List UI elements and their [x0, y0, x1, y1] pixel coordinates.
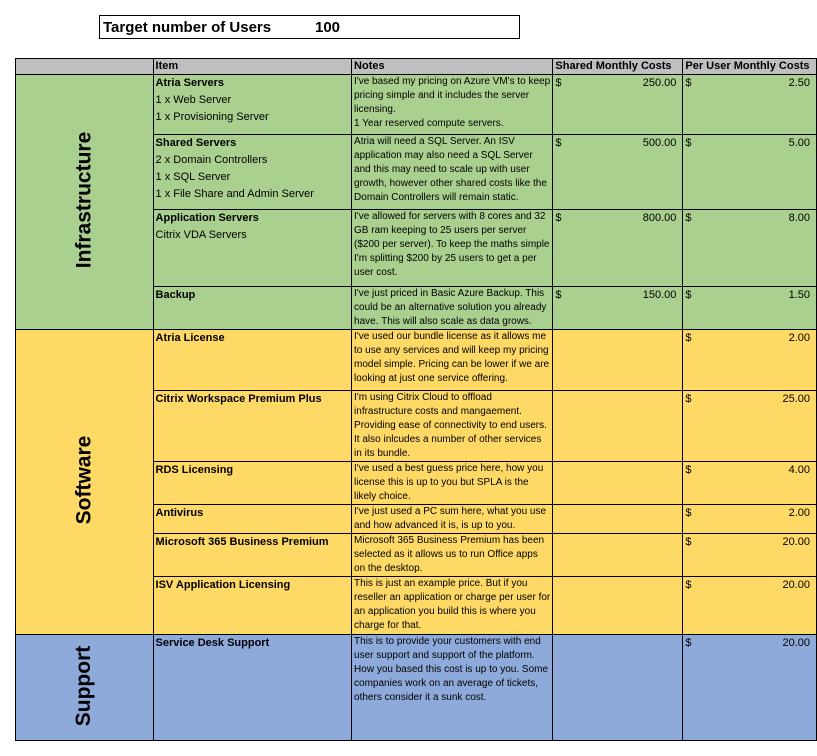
header-shared: Shared Monthly Costs [553, 59, 683, 75]
currency-symbol: $ [685, 536, 692, 548]
currency-symbol: $ [685, 464, 692, 476]
category-support [16, 635, 154, 741]
item-detail: 1 x File Share and Admin Server [155, 188, 314, 200]
currency-symbol: $ [555, 212, 562, 224]
item-title: Citrix Workspace Premium Plus [155, 393, 322, 405]
notes-text: I've used a best guess price here, how you license this is up to you but SPLA is the likely choice. [354, 463, 544, 502]
notes-cell[interactable] [352, 534, 553, 577]
currency-symbol: $ [685, 289, 692, 301]
notes-cell[interactable] [352, 391, 553, 462]
shared-cost-cell[interactable] [553, 635, 683, 741]
item-title: Shared Servers [155, 137, 237, 149]
target-users-box [99, 15, 520, 39]
currency-symbol: $ [685, 332, 692, 344]
item-title: Service Desk Support [155, 637, 270, 649]
shared-cost-cell[interactable] [553, 462, 683, 505]
per-user-cost-cell[interactable] [683, 287, 817, 330]
item-cell[interactable] [153, 287, 352, 330]
shared-cost-cell[interactable] [553, 330, 683, 391]
currency-symbol: $ [685, 393, 692, 405]
per-user-cost-cell[interactable] [683, 210, 817, 287]
table-row [16, 75, 817, 135]
amount: 150.00 [642, 289, 677, 301]
item-cell[interactable] [153, 330, 352, 391]
amount: 5.00 [788, 137, 810, 149]
item-detail: 1 x Provisioning Server [155, 111, 269, 123]
amount: 2.00 [788, 332, 810, 344]
item-detail: 1 x SQL Server [155, 171, 231, 183]
header-notes: Notes [352, 59, 553, 75]
notes-cell[interactable] [352, 210, 553, 287]
per-user-cost-cell[interactable] [683, 391, 817, 462]
notes-cell[interactable] [352, 505, 553, 534]
shared-cost-cell[interactable] [553, 75, 683, 135]
currency-symbol: $ [685, 507, 692, 519]
table-row [16, 330, 817, 391]
notes-text: I've allowed for servers with 8 cores and 32 GB ram keeping to 25 users per server ($200 per server). To keep the maths simple I'm splitting $200 by 25 users to get a per user cost. [354, 211, 550, 278]
per-user-cost-cell[interactable] [683, 577, 817, 635]
amount: 20.00 [782, 637, 810, 649]
per-user-cost-cell[interactable] [683, 75, 817, 135]
money-value [685, 462, 814, 479]
amount: 800.00 [642, 212, 677, 224]
item-detail: 2 x Domain Controllers [155, 154, 268, 166]
target-users-label: Target number of Users [103, 18, 272, 36]
per-user-cost-cell[interactable] [683, 330, 817, 391]
amount: 8.00 [788, 212, 810, 224]
header-item: Item [153, 59, 352, 75]
category-label: Support [72, 645, 96, 726]
currency-symbol: $ [685, 579, 692, 591]
shared-cost-cell[interactable] [553, 534, 683, 577]
amount: 2.00 [788, 507, 810, 519]
currency-symbol: $ [555, 77, 562, 89]
item-title: Antivirus [155, 507, 204, 519]
notes-cell[interactable] [352, 135, 553, 210]
notes-text: Microsoft 365 Business Premium has been selected as it allows us to run Office apps on the desktop. [354, 535, 545, 574]
amount: 25.00 [782, 393, 810, 405]
category-label: Software [72, 435, 96, 525]
shared-cost-cell[interactable] [553, 391, 683, 462]
notes-text: Atria will need a SQL Server. An ISV application may also need a SQL Server and this may need to scale up with user growth, however other shared costs like the Domain Controllers will remain static. [354, 136, 547, 203]
item-title: Microsoft 365 Business Premium [155, 536, 329, 548]
notes-text: I've just priced in Basic Azure Backup. This could be an alternative solution you already have. This will also scale as data grows. [354, 288, 547, 327]
per-user-cost-cell[interactable] [683, 135, 817, 210]
amount: 20.00 [782, 579, 810, 591]
money-value [555, 210, 680, 227]
notes-text: This is to provide your customers with end user support and support of the platform. How you based this cost is up to you. Some companies work on an average of tickets, others consider it a sunk cost. [354, 636, 549, 703]
amount: 4.00 [788, 464, 810, 476]
per-user-cost-cell[interactable] [683, 505, 817, 534]
item-cell[interactable] [153, 391, 352, 462]
notes-text: I've used our bundle license as it allows me to use any services and will keep my pricing model simple. Pricing can be lower if we are looking at just one service offering. [354, 331, 550, 384]
notes-text: This is just an example price. But if you reseller an application or charge per user for an application you build this is where you charge for that. [354, 578, 551, 631]
shared-cost-cell[interactable] [553, 505, 683, 534]
money-value [685, 75, 814, 92]
item-cell[interactable] [153, 135, 352, 210]
shared-cost-cell[interactable] [553, 287, 683, 330]
item-title: RDS Licensing [155, 464, 234, 476]
money-value [685, 505, 814, 522]
money-value [685, 210, 814, 227]
amount: 500.00 [642, 137, 677, 149]
shared-cost-cell[interactable] [553, 135, 683, 210]
category-software [16, 330, 154, 635]
item-cell[interactable] [153, 75, 352, 135]
money-value [685, 635, 814, 652]
category-infrastructure [16, 75, 154, 330]
per-user-cost-cell[interactable] [683, 534, 817, 577]
category-label: Infrastructure [72, 131, 96, 269]
money-value [685, 287, 814, 304]
item-cell[interactable] [153, 462, 352, 505]
notes-cell[interactable] [352, 462, 553, 505]
header-blank [16, 59, 154, 75]
amount: 250.00 [642, 77, 677, 89]
currency-symbol: $ [555, 137, 562, 149]
item-title: ISV Application Licensing [155, 579, 291, 591]
notes-text: I've just used a PC sum here, what you use and how advanced it is, is up to you. [354, 506, 547, 531]
currency-symbol: $ [685, 212, 692, 224]
money-value [685, 577, 814, 594]
notes-text: I'm using Citrix Cloud to offload infrastructure costs and mangaement. Providing ease of connectivity to end users. It also inlcudes a number of other services in its bundle. [354, 392, 547, 459]
item-cell[interactable] [153, 505, 352, 534]
per-user-cost-cell[interactable] [683, 462, 817, 505]
currency-symbol: $ [685, 77, 692, 89]
cost-table [15, 58, 817, 741]
item-cell[interactable] [153, 635, 352, 741]
notes-cell[interactable] [352, 635, 553, 741]
amount: 1.50 [788, 289, 810, 301]
currency-symbol: $ [555, 289, 562, 301]
notes-cell[interactable] [352, 577, 553, 635]
header-per-user: Per User Monthly Costs [683, 59, 817, 75]
item-cell[interactable] [153, 210, 352, 287]
item-detail: Citrix VDA Servers [155, 229, 247, 241]
shared-cost-cell[interactable] [553, 210, 683, 287]
notes-cell[interactable] [352, 330, 553, 391]
item-cell[interactable] [153, 577, 352, 635]
currency-symbol: $ [685, 137, 692, 149]
item-cell[interactable] [153, 534, 352, 577]
shared-cost-cell[interactable] [553, 577, 683, 635]
item-title: Atria License [155, 332, 225, 344]
notes-text: I've based my pricing on Azure VM's to keep pricing simple and it includes the server licensing. 1 Year reserved compute servers. [354, 76, 551, 129]
item-title: Backup [155, 289, 196, 301]
amount: 2.50 [788, 77, 810, 89]
money-value [555, 287, 680, 304]
table-row [16, 635, 817, 741]
item-detail: 1 x Web Server [155, 94, 232, 106]
target-users-value[interactable]: 100 [315, 18, 341, 36]
money-value [685, 534, 814, 551]
item-title: Application Servers [155, 212, 259, 224]
notes-cell[interactable] [352, 287, 553, 330]
header-row [16, 59, 817, 75]
amount: 20.00 [782, 536, 810, 548]
money-value [555, 75, 680, 92]
currency-symbol: $ [685, 637, 692, 649]
money-value [685, 135, 814, 152]
per-user-cost-cell[interactable] [683, 635, 817, 741]
money-value [685, 391, 814, 408]
money-value [685, 330, 814, 347]
notes-cell[interactable] [352, 75, 553, 135]
item-title: Atria Servers [155, 77, 225, 89]
money-value [555, 135, 680, 152]
